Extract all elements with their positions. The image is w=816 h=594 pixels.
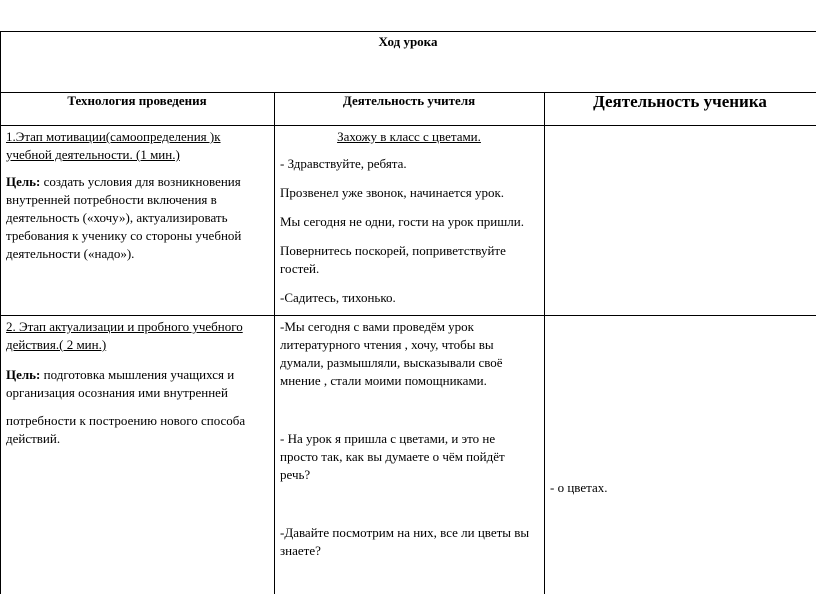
teacher-line: Повернитесь поскорей, поприветствуйте гостей.: [280, 243, 506, 276]
row-divider: [0, 315, 816, 316]
teacher-line: -Мы сегодня с вами проведём урок литературного чтения , хочу, чтобы вы думали, размышляли, высказывали своё мнение , стали моими помощниками.: [280, 319, 503, 388]
goal-label: Цель:: [6, 367, 41, 382]
goal-text: создать условия для возникновения внутренней потребности включения в деятельность («хочу»), актуализировать требования к ученику со стороны учебной деятельности («надо»).: [6, 174, 242, 261]
header-technology: Технология проведения: [67, 93, 207, 108]
teacher-line: - Здравствуйте, ребята.: [280, 156, 407, 171]
header-student-activity: Деятельность ученика: [593, 92, 767, 111]
student-response: - о цветах.: [550, 480, 608, 495]
stage-1-goal: [6, 173, 270, 263]
column-divider-2: [544, 92, 545, 594]
goal-label: Цель:: [6, 174, 41, 189]
stage-1-title: 1.Этап мотивации(самоопределения )к учебной деятельности. (1 мин.): [6, 129, 221, 162]
teacher-line: -Садитесь, тихонько.: [280, 290, 396, 305]
stage-2-goal: [6, 366, 256, 402]
teacher-line: - На урок я пришла с цветами, и это не просто так, как вы думаете о чём пойдёт речь?: [280, 431, 505, 482]
teacher-line: Захожу в класс с цветами.: [337, 129, 481, 144]
stage-2-title: 2. Этап актуализации и пробного учебного действия.( 2 мин.): [6, 319, 243, 352]
header-teacher-activity: Деятельность учителя: [342, 93, 476, 108]
table-border-top: [0, 31, 816, 32]
stage-2-goal-continued: потребности к построению нового способа действий.: [6, 413, 246, 446]
column-divider-1: [274, 92, 275, 594]
column-header-divider: [0, 125, 816, 126]
lesson-title: Ход урока: [378, 34, 438, 49]
teacher-line: Мы сегодня не одни, гости на урок пришли.: [280, 214, 524, 229]
teacher-line: -Давайте посмотрим на них, все ли цветы вы знаете?: [280, 525, 530, 558]
goal-text: подготовка мышления учащихся и организация осознания ими внутренней: [6, 367, 235, 400]
teacher-line: Прозвенел уже звонок, начинается урок.: [280, 185, 505, 200]
table-border-left: [0, 31, 1, 594]
